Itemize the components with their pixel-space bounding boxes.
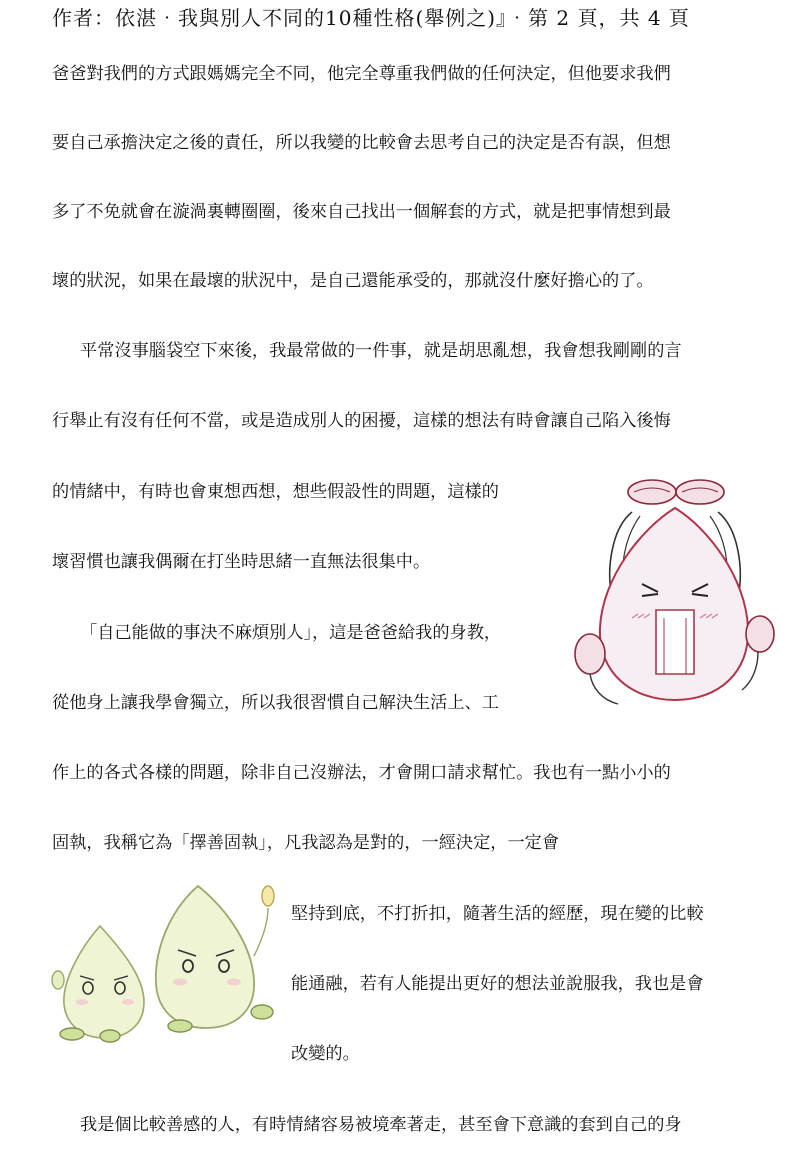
paragraph-line: 壞習慣也讓我偶爾在打坐時思緒一直無法很集中。 <box>52 552 431 572</box>
paragraph-line: 多了不免就會在漩渦裏轉圈圈，後來自己找出一個解套的方式，就是把事情想到最 <box>52 202 671 222</box>
green-characters-illustration <box>48 876 284 1048</box>
paragraph-line: 爸爸對我們的方式跟媽媽完全不同，他完全尊重我們做的任何決定，但他要求我們 <box>52 64 671 84</box>
paragraph-line: 要自己承擔決定之後的責任，所以我變的比較會去思考自己的決定是否有誤，但想 <box>52 133 671 153</box>
paragraph-line: 改變的。 <box>291 1044 360 1064</box>
paragraph-line: 作上的各式各樣的問題，除非自己沒辦法，才會開口請求幫忙。我也有一點小小的 <box>52 763 671 783</box>
paragraph-line: 能通融，若有人能提出更好的想法並說服我，我也是會 <box>291 974 704 994</box>
paragraph-line: 「自己能做的事決不麻煩別人」，這是爸爸給我的身教， <box>80 623 502 643</box>
paragraph-line: 壞的狀況，如果在最壞的狀況中，是自己還能承受的，那就沒什麼好擔心的了。 <box>52 271 654 291</box>
pink-character-illustration <box>572 468 778 714</box>
page-header: 作者：依湛‧我與別人不同的10種性格(舉例之)』‧第 2 頁，共 4 頁 <box>52 6 690 30</box>
paragraph-line: 固執，我稱它為「擇善固執」，凡我認為是對的，一經決定，一定會 <box>52 833 560 853</box>
paragraph-line: 平常沒事腦袋空下來後，我最常做的一件事，就是胡思亂想，我會想我剛剛的言 <box>80 341 682 361</box>
paragraph-line: 我是個比較善感的人，有時情緒容易被境牽著走，甚至會下意識的套到自己的身 <box>80 1115 682 1135</box>
paragraph-line: 從他身上讓我學會獨立，所以我很習慣自己解決生活上、工 <box>52 693 499 713</box>
paragraph-line: 堅持到底，不打折扣，隨著生活的經歷，現在變的比較 <box>291 904 704 924</box>
paragraph-line: 的情緒中，有時也會東想西想，想些假設性的問題，這樣的 <box>52 482 499 502</box>
paragraph-line: 行舉止有沒有任何不當，或是造成別人的困擾，這樣的想法有時會讓自己陷入後悔 <box>52 411 671 431</box>
